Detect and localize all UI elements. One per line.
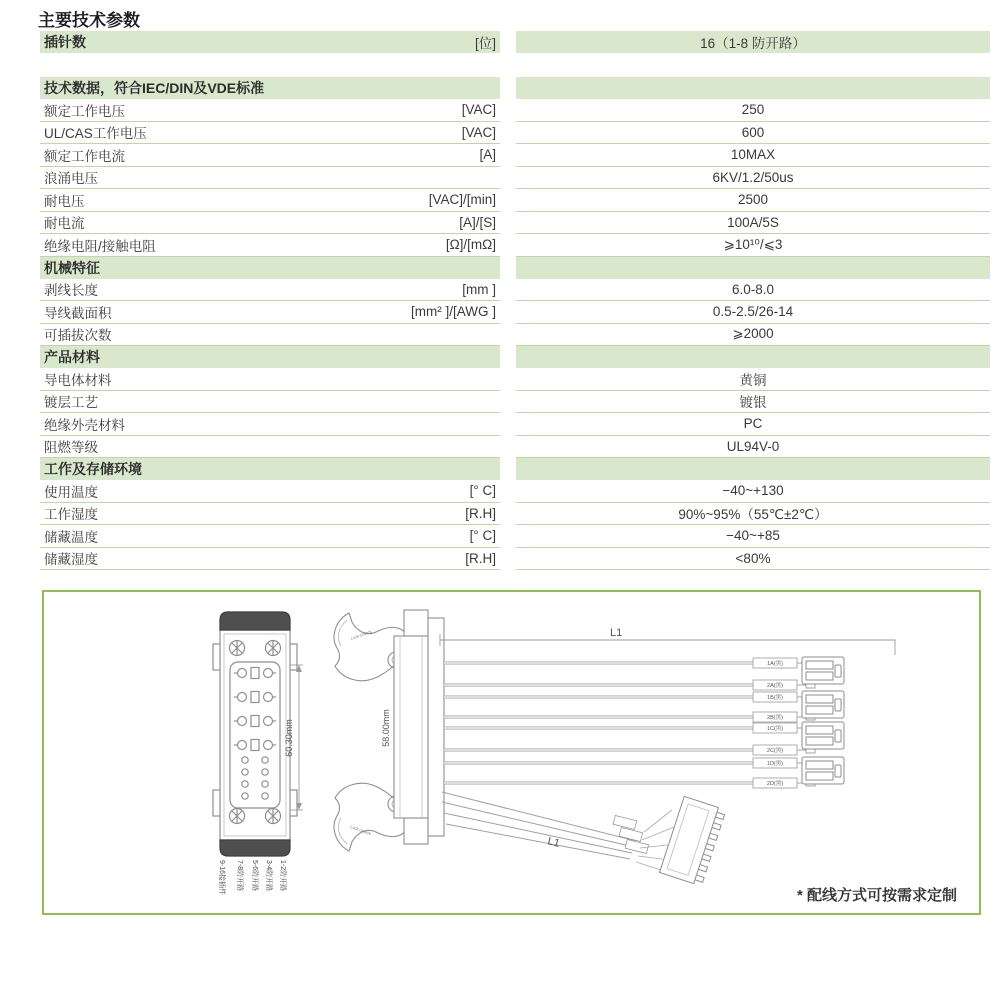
row-label: 耐电压	[44, 193, 85, 209]
connector-top-cap	[220, 612, 290, 630]
wire-tag: 1D(黑)	[766, 761, 784, 768]
row-unit: [R.H]	[465, 550, 496, 566]
row-value: 2500	[737, 192, 769, 208]
row-label: 镀层工艺	[44, 395, 98, 411]
spec-row	[40, 368, 990, 391]
cable-length-label-top: L1	[610, 627, 623, 639]
side-height-dim-label: 58.00mm	[381, 709, 391, 747]
pin-group-label: 3-4防开路	[265, 860, 272, 892]
dimension-cable-length-top	[440, 634, 895, 655]
row-unit: [° C]	[469, 528, 496, 544]
row-value: ⩾2000	[732, 326, 774, 342]
terminal-block	[802, 757, 844, 784]
section-environment	[40, 458, 990, 570]
wire-tag: 2A(黑)	[767, 683, 783, 690]
spec-row	[40, 212, 990, 235]
row-value: −40~+130	[722, 483, 784, 499]
pin-count-row	[40, 31, 990, 53]
row-label: 阻燃等级	[44, 440, 98, 456]
front-height-dim-label: 60.30mm	[284, 719, 294, 757]
terminal-block	[802, 691, 844, 718]
section-header-label: 机械特征	[44, 259, 100, 276]
row-unit: [VAC]	[461, 124, 496, 140]
row-value: 90%~95%（55℃±2℃）	[678, 507, 828, 523]
section-technical-data	[40, 77, 990, 257]
spec-table	[40, 31, 990, 570]
section-header	[40, 346, 990, 368]
spec-row	[40, 548, 990, 571]
row-label: 绝缘电阻/接触电阻	[44, 238, 156, 254]
spec-row	[40, 99, 990, 122]
wire-bundle	[444, 658, 815, 788]
terminal-block	[802, 722, 844, 749]
row-label: 使用温度	[44, 484, 98, 500]
wire-tag: 2C(黑)	[766, 748, 784, 755]
wire-tag-box	[619, 827, 643, 841]
customization-note: * 配线方式可按需求定制	[797, 887, 958, 904]
row-label: 额定工作电压	[44, 103, 125, 119]
wire-tag: 1C(黑)	[766, 726, 784, 733]
spec-row	[40, 234, 990, 257]
row-value: 0.5-2.5/26-14	[712, 304, 794, 320]
wire-tag: 2D(黑)	[766, 781, 784, 788]
row-unit: [R.H]	[465, 505, 496, 521]
pin-group-label: 1-2防开路	[279, 860, 286, 892]
spec-row	[40, 436, 990, 459]
section-header	[40, 77, 990, 99]
row-label: 导线截面积	[44, 305, 112, 321]
row-unit: [VAC]	[461, 102, 496, 118]
row-value: −40~+85	[726, 528, 780, 544]
spec-row	[40, 503, 990, 526]
spec-row	[40, 189, 990, 212]
section-header	[40, 257, 990, 279]
row-value: 600	[741, 124, 765, 140]
row-value: 6.0-8.0	[731, 281, 775, 297]
pin-count-value: 16（1-8 防开路）	[700, 36, 806, 51]
wire-tag: 1B(黑)	[767, 695, 783, 702]
row-value: 黄铜	[739, 372, 767, 388]
page-title: 主要技术参数	[38, 11, 140, 30]
pin-count-label: 插针数	[44, 34, 86, 50]
wire-tag: 2B(黑)	[767, 715, 783, 722]
row-value: 250	[741, 102, 765, 118]
row-value: 6KV/1.2/50us	[712, 169, 794, 185]
row-label: 额定工作电流	[44, 148, 125, 164]
row-unit: [VAC]/[min]	[428, 192, 496, 208]
row-label: UL/CAS工作电压	[44, 126, 147, 142]
crimp-connector	[660, 796, 727, 886]
wire-tag-box	[625, 839, 649, 853]
section-mechanical	[40, 257, 990, 347]
row-value: ⩾10¹⁰/⩽3	[723, 236, 783, 252]
wire-tag-box	[613, 815, 637, 829]
bottom-cable-bundle	[442, 792, 726, 886]
row-unit: [mm² ]/[AWG ]	[411, 304, 496, 320]
connector-diagram-box	[42, 590, 981, 915]
table-gap	[40, 53, 990, 77]
spec-row	[40, 144, 990, 167]
row-label: 耐电流	[44, 216, 85, 232]
row-value: 10MAX	[730, 147, 776, 163]
row-label: 储藏温度	[44, 529, 98, 545]
row-unit: [Ω]/[mΩ]	[445, 237, 496, 253]
row-unit: [A]	[479, 147, 496, 163]
row-label: 导电体材料	[44, 372, 112, 388]
spec-row	[40, 279, 990, 302]
spec-row	[40, 301, 990, 324]
connector-bottom-cap	[220, 840, 290, 856]
lever-lock-label: Lock Unlock	[349, 824, 372, 837]
row-label: 储藏湿度	[44, 552, 98, 568]
terminal-blocks	[802, 657, 844, 784]
cable-length-label-bottom: L1	[546, 835, 562, 850]
spec-row	[40, 167, 990, 190]
spec-row	[40, 324, 990, 347]
lever-lock-label: Lock Unlock	[350, 628, 373, 641]
pin-group-labels	[218, 860, 288, 895]
pin-group-label: 5-6防开路	[251, 860, 258, 892]
pin-group-label: 7-8防开路	[236, 860, 243, 892]
section-header-label: 工作及存储环境	[44, 461, 142, 477]
row-value: 镀银	[739, 395, 767, 411]
row-unit: [A]/[S]	[459, 214, 496, 230]
section-header-label: 产品材料	[44, 349, 100, 365]
connector-diagram	[44, 592, 979, 913]
wire-tag: 1A(黑)	[767, 661, 783, 668]
pin-group-label: 9-16接插件	[218, 860, 225, 896]
row-value: <80%	[735, 550, 771, 566]
row-value: UL94V-0	[726, 438, 780, 454]
spec-row	[40, 413, 990, 436]
row-label: 浪涌电压	[44, 171, 98, 187]
row-label: 工作湿度	[44, 507, 98, 523]
pin-count-unit: [位]	[474, 36, 496, 51]
row-unit: [mm ]	[462, 281, 496, 297]
section-header-label: 技术数据，符合IEC/DIN及VDE标准	[44, 80, 265, 96]
spec-row	[40, 525, 990, 548]
spec-row	[40, 391, 990, 414]
row-label: 绝缘外壳材料	[44, 417, 125, 433]
section-materials	[40, 346, 990, 458]
row-unit: [° C]	[469, 483, 496, 499]
row-label: 可插拔次数	[44, 328, 112, 344]
spec-row	[40, 122, 990, 145]
row-label: 剥线长度	[44, 283, 98, 299]
spec-row	[40, 480, 990, 503]
terminal-block	[802, 657, 844, 684]
row-value: PC	[743, 416, 763, 432]
section-header	[40, 458, 990, 480]
row-value: 100A/5S	[727, 214, 779, 230]
